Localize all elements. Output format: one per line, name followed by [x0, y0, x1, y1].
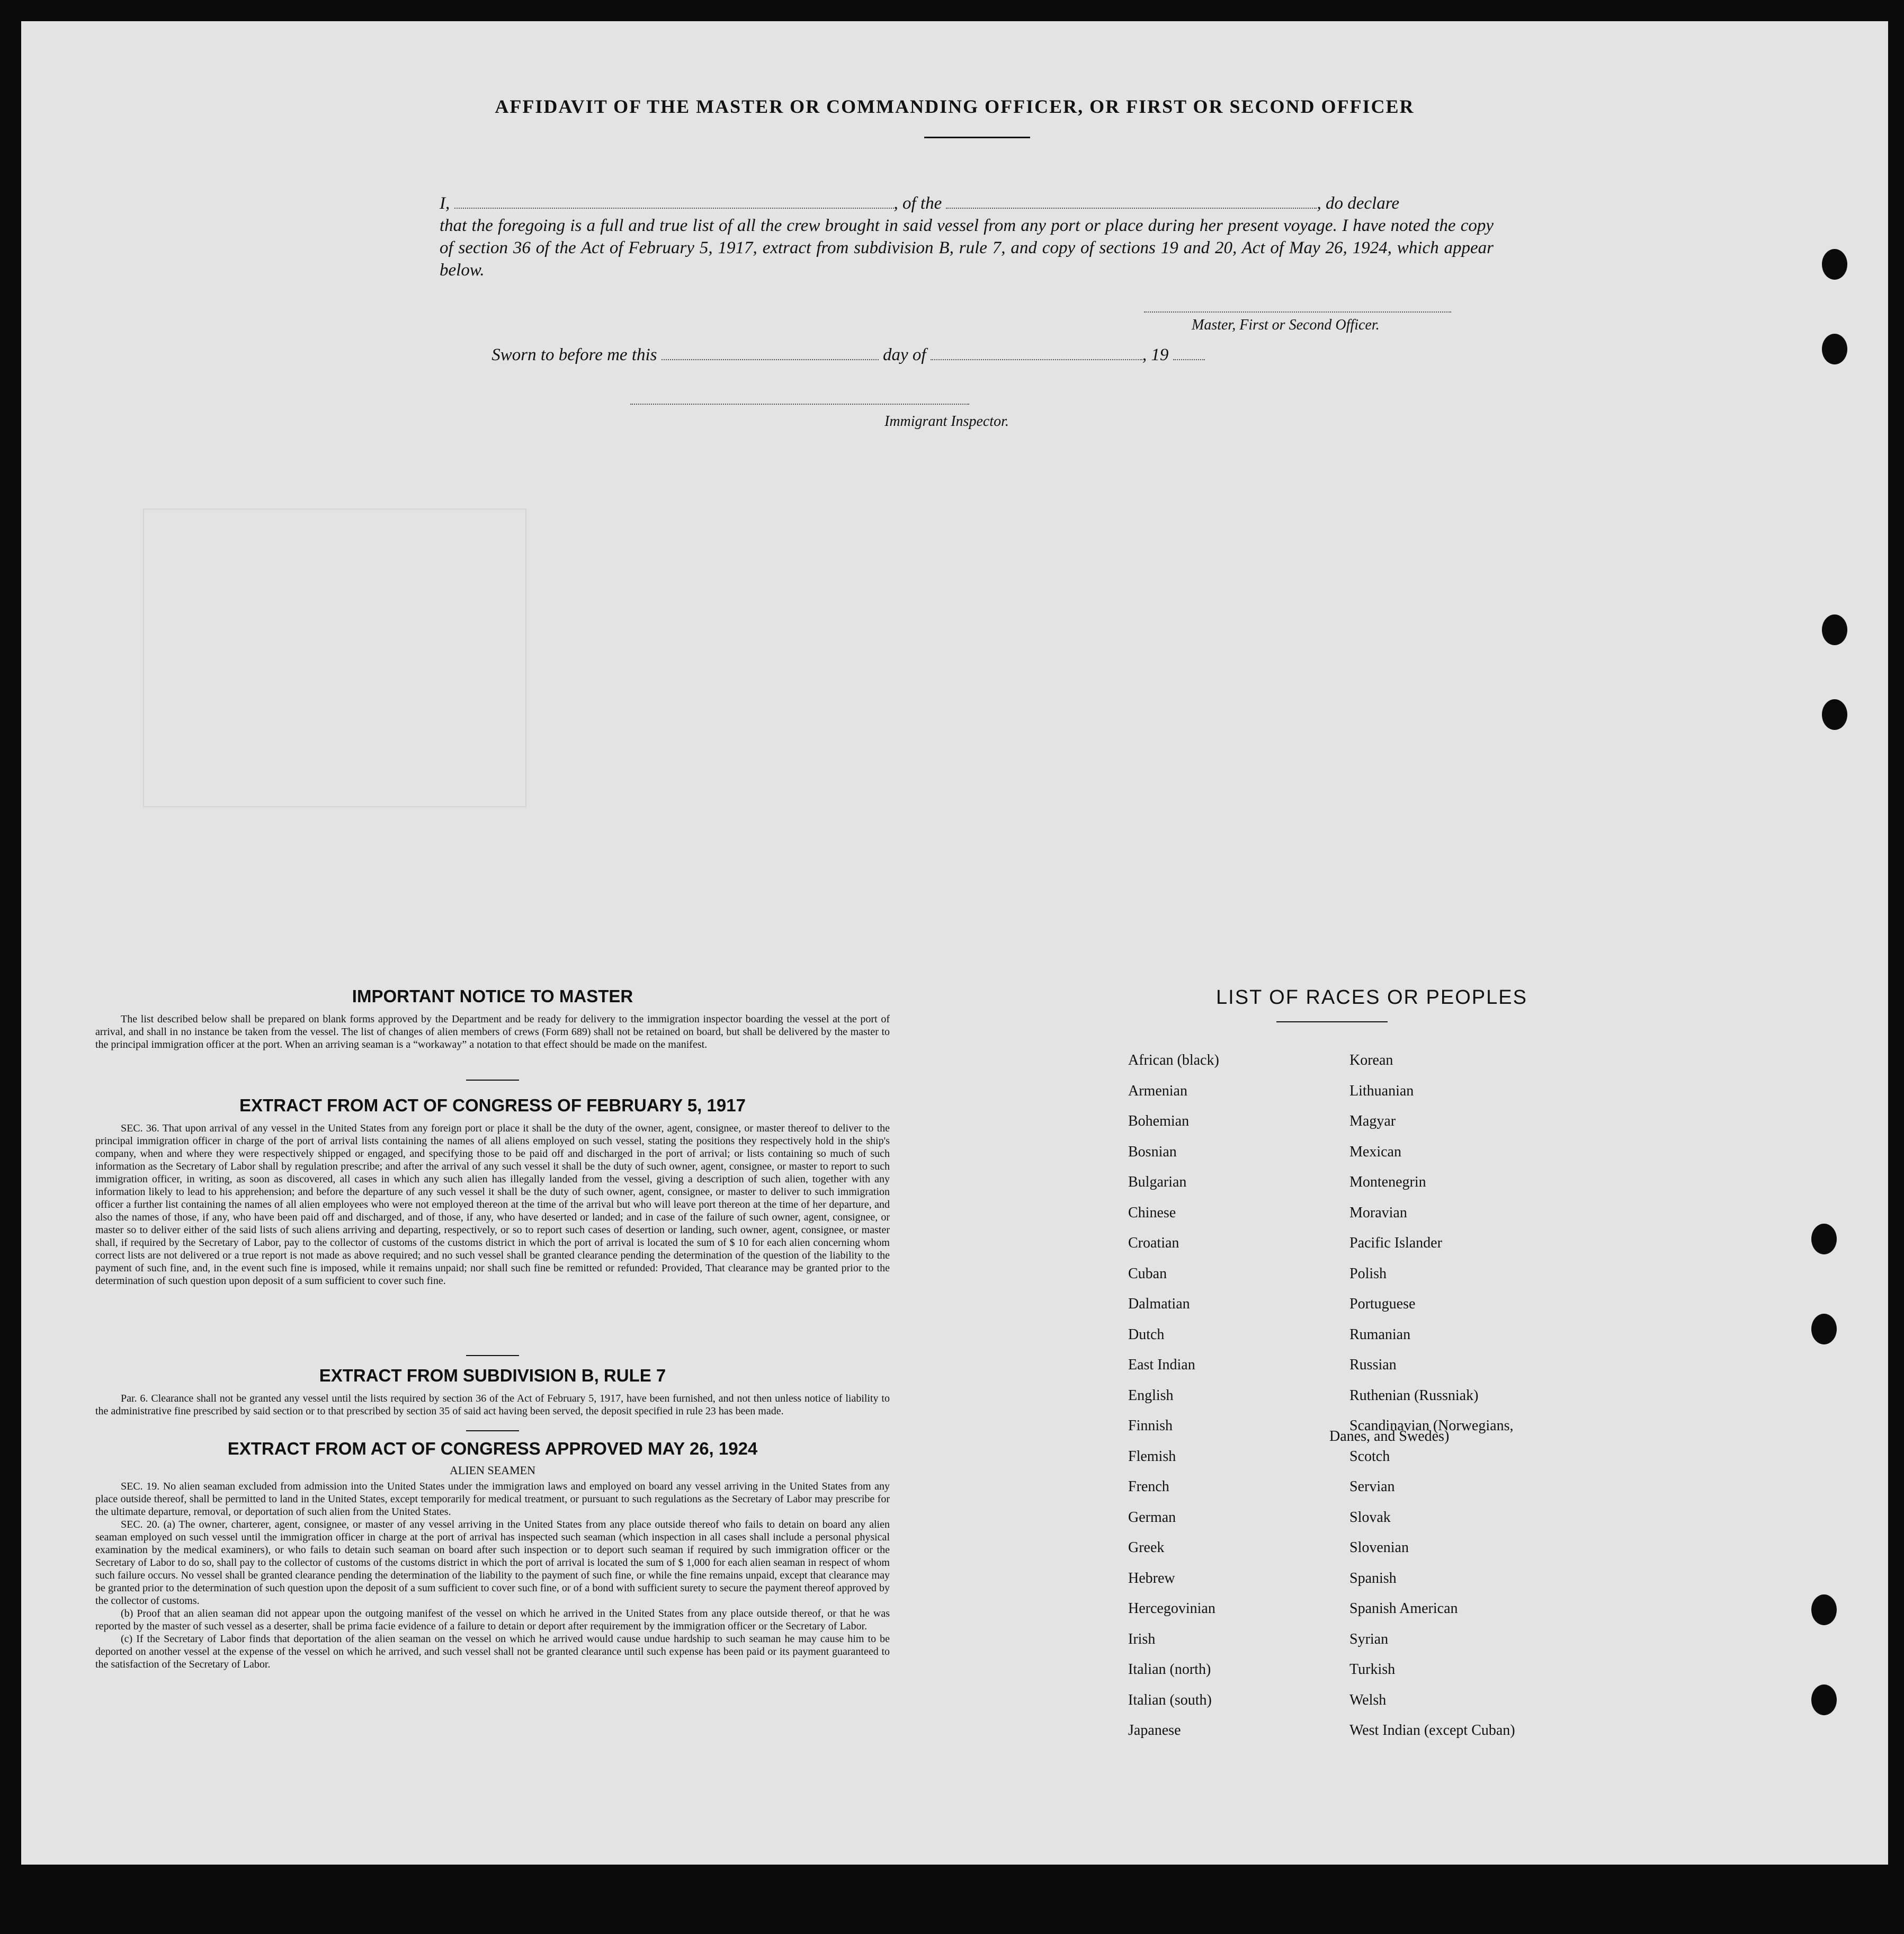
- race-item: Bulgarian: [1128, 1174, 1187, 1190]
- sworn-day-field[interactable]: [662, 343, 879, 360]
- race-item: Bosnian: [1128, 1143, 1177, 1160]
- declarant-prefix: I,: [440, 194, 450, 213]
- race-item: Finnish: [1128, 1418, 1173, 1434]
- extract-1917-divider: [466, 1355, 519, 1356]
- race-item: Cuban: [1128, 1265, 1167, 1282]
- rule7-title: EXTRACT FROM SUBDIVISION B, RULE 7: [319, 1366, 666, 1385]
- race-item: Syrian: [1349, 1630, 1389, 1647]
- race-item: Flemish: [1128, 1448, 1176, 1465]
- faded-stamp: [143, 509, 526, 807]
- officer-name-field[interactable]: [454, 192, 894, 209]
- sworn-line: [440, 343, 1494, 366]
- race-item: African (black): [1128, 1052, 1219, 1068]
- race-item: West Indian (except Cuban): [1349, 1722, 1515, 1739]
- binder-hole: [1811, 1224, 1837, 1254]
- race-item: Japanese: [1128, 1722, 1181, 1739]
- section-20a-text: SEC. 20. (a) The owner, charterer, agent, consignee, or master of any vessel arriving in the United States from any place outside thereof who fails to detain on board any alien seaman employed on such vessel until the immigration officer in charge at the port of arrival has inspected such seaman (which inspection in all cases shall include a personal physical examination by the medical examiners), or who fails to detain such seaman on board after such inspection or to deport such seaman if required by such immigration officer or the Secretary of Labor to do so, shall pay to the collector of customs of the customs district in which the port of arrival is located the sum of $ 1,000 for each alien seaman in respect of whom such failure occurs. No vessel shall be granted clearance pending the determination of the liability to the payment of such fine, or while the fine remains unpaid, except that clearance may be granted prior to the determination of such question upon the deposit of a sum sufficient to cover such fine, or of a bond with sufficient surety to secure the payment thereof approved by the collector of customs.: [95, 1519, 890, 1607]
- sworn-year-field[interactable]: [1173, 343, 1205, 360]
- rule7-divider: [466, 1430, 519, 1431]
- sworn-label: Sworn to before me this: [491, 345, 657, 364]
- race-item: English: [1128, 1387, 1174, 1404]
- affidavit-declaration: [440, 192, 1494, 281]
- race-item: Portuguese: [1349, 1296, 1416, 1312]
- declaration-body: that the foregoing is a full and true list of all the crew brought in said vessel from any port or place during her present voyage. I have noted the copy of section 36 of the Act of February 5, 1917, extract from subdivision B, rule 7, and copy of sections 19 and 20, Act of May 26, 1924, which appear below.: [440, 216, 1494, 280]
- master-signature-field[interactable]: [1144, 296, 1451, 313]
- race-item: Rumanian: [1349, 1326, 1411, 1343]
- race-item: Bohemian: [1128, 1113, 1190, 1129]
- race-item: Dalmatian: [1128, 1296, 1190, 1312]
- alien-seamen-subtitle: ALIEN SEAMEN: [450, 1464, 535, 1477]
- section-20c-text: (c) If the Secretary of Labor finds that deportation of the alien seaman on the vessel on which he arrived would cause undue hardship to such seaman he may cause him to be deported on another vessel at the expense of the vessel on which he arrived, and such vessel shall not be granted clearance until such expense has been paid or its payment guaranteed to the satisfaction of the Secretary of Labor.: [95, 1633, 890, 1670]
- race-item: Russian: [1349, 1357, 1397, 1373]
- race-item: Spanish American: [1349, 1600, 1458, 1617]
- inspector-signature-field[interactable]: [630, 388, 969, 405]
- title-divider: [924, 137, 1030, 138]
- race-item: Polish: [1349, 1265, 1387, 1282]
- vessel-name-field[interactable]: [946, 192, 1317, 209]
- extract-1917-title: EXTRACT FROM ACT OF CONGRESS OF FEBRUARY 5, 1917: [239, 1095, 746, 1115]
- race-item: Scotch: [1349, 1448, 1390, 1465]
- race-item: Scandinavian (Norwegians,: [1349, 1418, 1514, 1434]
- inspector-signature-label: Immigrant Inspector.: [884, 413, 1009, 430]
- binder-hole: [1822, 334, 1847, 364]
- section-19-text: SEC. 19. No alien seaman excluded from admission into the United States under the immigration laws and employed on board any vessel arriving in the United States from any place outside thereof, shall be permitted to land in the United States, except temporarily for medical treatment, or pursuant to such regulations as the Secretary of Labor may prescribe for the ultimate departure, removal, or deportation of such alien from the United States.: [95, 1481, 890, 1518]
- notice-title: IMPORTANT NOTICE TO MASTER: [352, 986, 633, 1006]
- race-item: Irish: [1128, 1630, 1156, 1647]
- race-item: Montenegrin: [1349, 1174, 1426, 1190]
- notice-text: The list described below shall be prepared on blank forms approved by the Department and be ready for delivery to the immigration inspector boarding the vessel at the port of arrival, and shall in no instance be taken from the vessel. The list of changes of alien members of crews (Form 689) shall not be retained on board, but shall be delivered by the master to the principal immigration officer at the port. When an arriving seaman is a “workaway” a notation to that effect should be made on the manifest.: [95, 1013, 890, 1050]
- race-item: Lithuanian: [1349, 1082, 1414, 1099]
- races-title: LIST OF RACES OR PEOPLES: [1216, 986, 1527, 1009]
- race-item: Slovenian: [1349, 1539, 1409, 1556]
- race-item: Italian (south): [1128, 1691, 1212, 1708]
- section-20b-text: (b) Proof that an alien seaman did not appear upon the outgoing manifest of the vessel on which he arrived in the United States from any place outside thereof, or that he was reported by the master of such vessel as a deserter, shall be prima facie evidence of a failure to detain or deport after requirement by the immigration officer or the Secretary of Labor.: [95, 1608, 890, 1632]
- race-item: French: [1128, 1478, 1169, 1495]
- binder-hole: [1822, 249, 1847, 280]
- year-label: , 19: [1142, 345, 1169, 364]
- race-item: Spanish: [1349, 1570, 1397, 1587]
- notice-divider: [466, 1080, 519, 1081]
- binder-hole: [1822, 614, 1847, 645]
- do-declare-label: , do declare: [1317, 194, 1399, 213]
- race-item: Turkish: [1349, 1661, 1396, 1678]
- race-item: Magyar: [1349, 1113, 1396, 1129]
- of-the-label: , of the: [893, 194, 942, 213]
- sworn-month-field[interactable]: [931, 343, 1142, 360]
- declaration-line: [440, 192, 1494, 215]
- rule7-text: Par. 6. Clearance shall not be granted any vessel until the lists required by section 36 of the Act of February 5, 1917, have been furnished, and not then unless notice of liability to the administrative fine prescribed by said section or to that prescribed by section 35 of said act having been served, the deposit specified in rule 23 has been made.: [95, 1393, 890, 1417]
- race-item: Ruthenian (Russniak): [1349, 1387, 1479, 1404]
- race-item: German: [1128, 1509, 1176, 1526]
- race-item: Greek: [1128, 1539, 1165, 1556]
- race-item: Welsh: [1349, 1691, 1387, 1708]
- document-page: [21, 21, 1888, 1865]
- race-item: Hercegovinian: [1128, 1600, 1215, 1617]
- race-item: Dutch: [1128, 1326, 1165, 1343]
- extract-1924-title: EXTRACT FROM ACT OF CONGRESS APPROVED MAY 26, 1924: [227, 1439, 758, 1458]
- race-item: East Indian: [1128, 1357, 1195, 1373]
- race-item: Slovak: [1349, 1509, 1391, 1526]
- race-item: Chinese: [1128, 1204, 1176, 1221]
- extract-1917-text: SEC. 36. That upon arrival of any vessel in the United States from any foreign port or place it shall be the duty of the owner, agent, consignee, or master thereof to deliver to the principal immigration officer in charge of the port of arrival lists containing the names of all aliens employed on such vessel, stating the positions they respectively hold in the ship's company, when and where they were respectively shipped or engaged, and specifying those to be paid off and discharged in the port of arrival; or lists containing so much of such information as the Secretary of Labor shall by regulation prescribe; and after the arrival of any such vessel it shall be the duty of such owner, agent, consignee, or master to report to such immigration officer, in writing, as soon as discovered, all cases in which any such alien has illegally landed from the vessel, giving a description of such alien, together with any information likely to lead to his apprehension; and before the departure of any such vessel it shall be the duty of such owner, agent, consignee, or master to deliver to such immigration officer a further list containing the names of all alien employees who were not employed thereon at the time of the arrival but who will leave port thereon at the time of her departure, and also the names of those, if any, who have been paid off and discharged, and of those, if any, who have deserted or landed; and in case of the failure of such owner, agent, consignee, or master so to deliver either of the said lists of such aliens arriving and departing, respectively, or so to report such cases of desertion or landing, such owner, agent, consignee, or master shall, if required by the Secretary of Labor, pay to the collector of customs of the customs district in which the port of arrival is located the sum of $ 10 for each alien concerning whom correct lists are not delivered or a true report is not made as above required; and no such vessel shall be granted clearance pending the determination of the question of the liability to the payment of such fine, and, in the event such fine is imposed, while it remains unpaid; nor shall such fine be remitted or refunded: Provided, That clearance may be granted prior to the determination of such question upon deposit of a sum sufficient to cover such fine.: [95, 1122, 890, 1287]
- race-item-continuation: Danes, and Swedes): [1329, 1428, 1450, 1445]
- affidavit-title: AFFIDAVIT OF THE MASTER OR COMMANDING OFFICER, OR FIRST OR SECOND OFFICER: [495, 96, 1415, 117]
- race-item: Moravian: [1349, 1204, 1407, 1221]
- race-item: Hebrew: [1128, 1570, 1175, 1587]
- race-item: Servian: [1349, 1478, 1395, 1495]
- binder-hole: [1822, 699, 1847, 730]
- race-item: Pacific Islander: [1349, 1235, 1442, 1251]
- race-item: Armenian: [1128, 1082, 1187, 1099]
- binder-hole: [1811, 1594, 1837, 1625]
- races-divider: [1276, 1021, 1388, 1022]
- race-item: Korean: [1349, 1052, 1393, 1068]
- extract-1924-text: [95, 1480, 890, 1671]
- race-item: Mexican: [1349, 1143, 1401, 1160]
- race-item: Italian (north): [1128, 1661, 1211, 1678]
- binder-hole: [1811, 1685, 1837, 1715]
- binder-hole: [1811, 1314, 1837, 1344]
- day-of-label: day of: [883, 345, 926, 364]
- master-signature-label: Master, First or Second Officer.: [1192, 317, 1380, 333]
- race-item: Croatian: [1128, 1235, 1179, 1251]
